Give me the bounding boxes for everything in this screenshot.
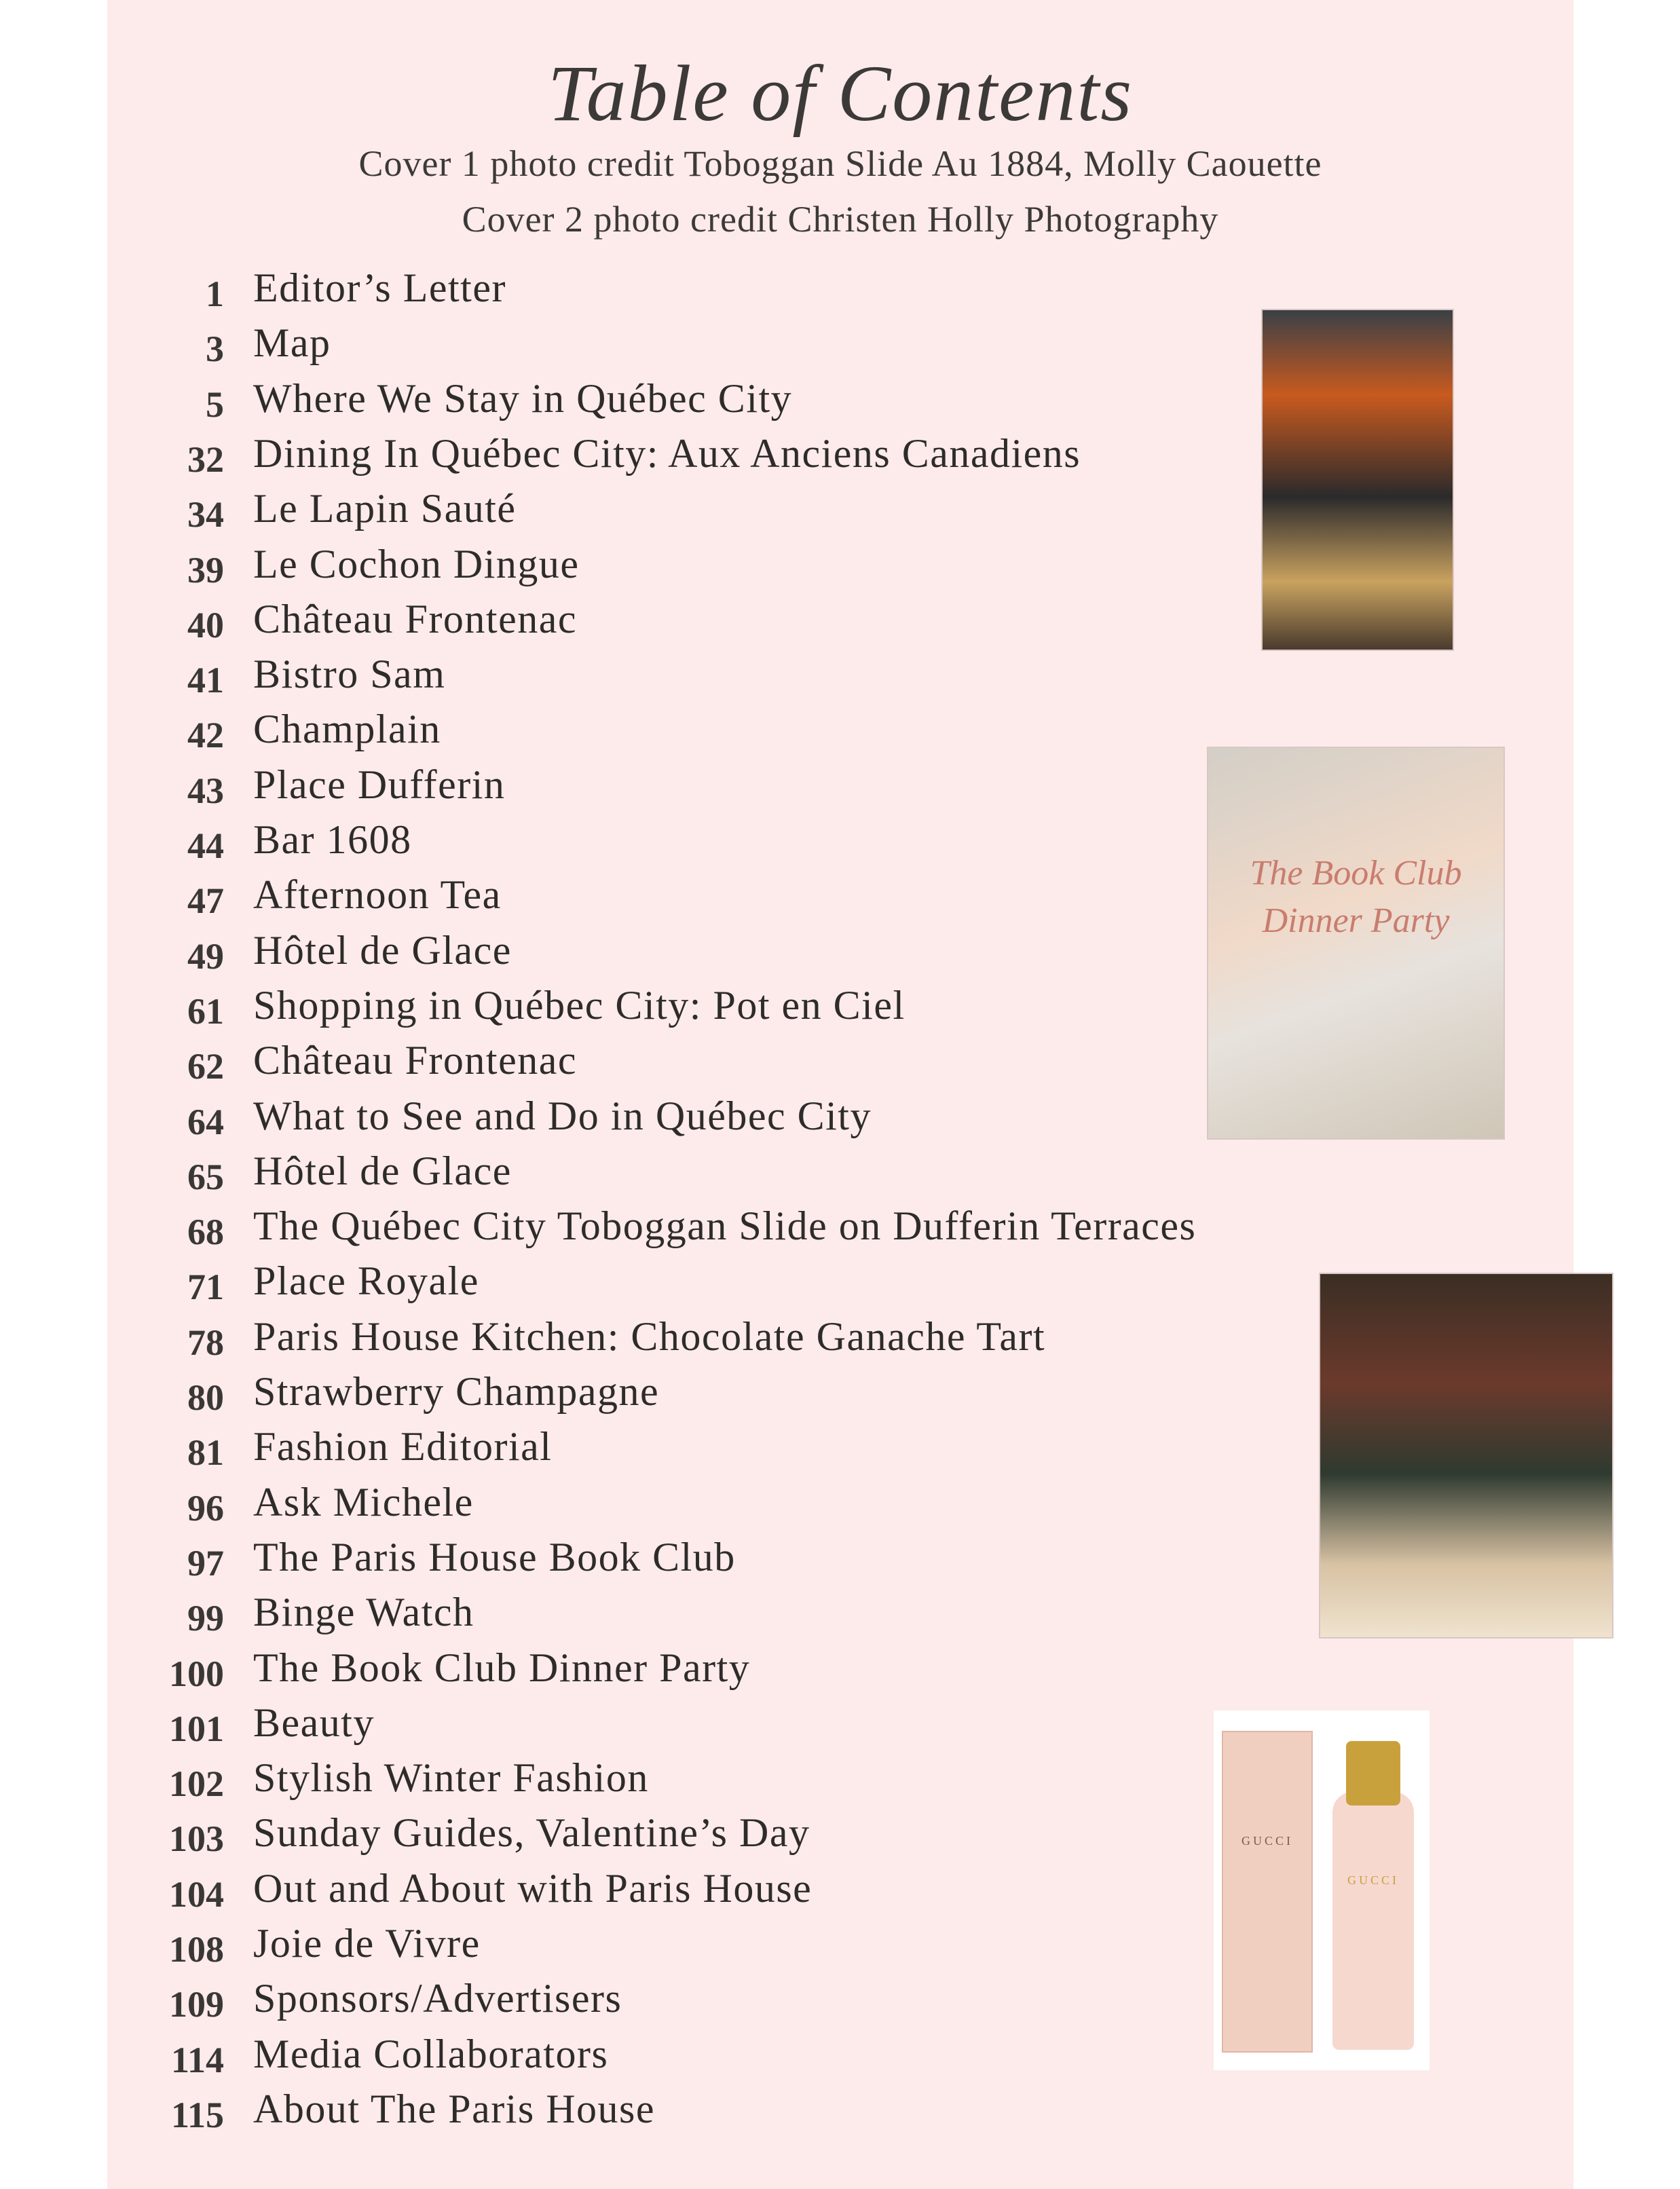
toc-entry-title: Afternoon Tea [253,872,502,918]
toc-entry-title: The Québec City Toboggan Slide on Dufferin Terraces [253,1203,1197,1249]
toc-entry-title: Place Royale [253,1258,479,1304]
cover-2-credit: Cover 2 photo credit Christen Holly Photography [462,199,1219,240]
toc-entry-title: Editor’s Letter [253,265,506,310]
toc-page-number: 80 [187,1377,224,1418]
toc-entry-title: Hôtel de Glace [253,927,512,973]
toc-entry-title: Joie de Vivre [253,1921,481,1966]
toc-entry-title: Ask Michele [253,1479,474,1524]
toc-page-number: 71 [187,1267,224,1308]
toc-page-number: 47 [187,880,224,922]
toc-page-number: 104 [169,1873,224,1915]
toc-page-number: 101 [169,1708,224,1749]
page-title: Table of Contents [547,49,1134,138]
toc-page-number: 43 [187,770,224,811]
toc-page-number: 114 [170,2039,224,2080]
toc-page-number: 64 [187,1101,224,1142]
toc-page-number: 5 [206,383,224,425]
toc-entry-title: Le Cochon Dingue [253,541,580,586]
toc-entry-title: Château Frontenac [253,1038,577,1083]
toc-entry-title: Fashion Editorial [253,1424,553,1470]
page [107,0,1573,2189]
toc-entry-title: The Book Club Dinner Party [253,1645,751,1690]
bar-cocktail-photo [1319,1273,1613,1639]
toc-entry-title: Sunday Guides, Valentine’s Day [253,1810,810,1856]
toc-page-number: 61 [187,990,224,1032]
toc-page-number: 97 [187,1542,224,1584]
cover-1-credit: Cover 1 photo credit Toboggan Slide Au 1884, Molly Caouette [358,143,1322,184]
toc-page-number: 108 [169,1929,224,1970]
woman-in-hat-photo [1261,309,1454,651]
toc-entry-title: About The Paris House [253,2086,656,2131]
toc-page-number: 115 [170,2094,224,2135]
toc-entry-title: Champlain [253,707,441,752]
toc-entry-title: Sponsors/Advertisers [253,1976,622,2021]
toc-page-number: 102 [169,1763,224,1805]
toc-page-number: 68 [187,1212,224,1253]
bottle-brand-text: GUCCI [1347,1873,1399,1887]
toc-entry-title: Bistro Sam [253,652,446,697]
toc-page-number: 65 [187,1156,224,1197]
gucci-product-photo [1214,1710,1430,2070]
toc-page-number: 78 [187,1322,224,1363]
toc-page-number: 49 [187,935,224,977]
toc-entry-title: Shopping in Québec City: Pot en Ciel [253,982,906,1028]
toc-entry-title: Château Frontenac [253,596,577,641]
toc-page-number: 103 [169,1818,224,1860]
toc-page-number: 109 [169,1984,224,2025]
toc-entry-title: Beauty [253,1700,375,1745]
toc-entry-title: The Paris House Book Club [253,1534,736,1579]
toc-entry-title: Place Dufferin [253,762,506,807]
toc-page-number: 32 [187,438,224,480]
toc-entry-title: What to See and Do in Québec City [253,1093,872,1138]
product-box [1222,1731,1313,2053]
toc-entry-title: Strawberry Champagne [253,1369,660,1414]
toc-entry-title: Map [253,320,331,366]
book-club-graphic-label: The Book Club Dinner Party [1250,854,1462,940]
toc-page-number: 34 [187,494,224,536]
toc-page-number: 81 [187,1432,224,1474]
toc-entry-title: Out and About with Paris House [253,1865,813,1911]
toc-page-number: 1 [206,274,224,314]
toc-page-number: 42 [187,715,224,756]
toc-entry-title: Paris House Kitchen: Chocolate Ganache Tart [253,1313,1046,1359]
toc-entry-title: Stylish Winter Fashion [253,1755,649,1801]
toc-page-number: 40 [187,604,224,646]
toc-page-number: 96 [187,1487,224,1529]
toc-page-number: 99 [187,1598,224,1639]
toc-page-number: 41 [187,660,224,701]
product-bottle [1332,1792,1414,2050]
toc-page-number: 44 [187,825,224,866]
book-club-collage [1207,747,1505,1140]
box-brand-text: GUCCI [1241,1834,1293,1848]
toc-entry-title: Media Collaborators [253,2031,609,2076]
toc-page-number: 100 [169,1653,224,1694]
toc-entry-title: Le Lapin Sauté [253,486,517,531]
toc-page-number: 3 [206,329,224,370]
toc-entry-title: Bar 1608 [253,817,412,862]
toc-entry-title: Where We Stay in Québec City [253,375,793,421]
toc-page-number: 39 [187,549,224,591]
toc-page-number: 62 [187,1046,224,1087]
toc-entry-title: Binge Watch [253,1590,474,1635]
bottle-cap [1346,1741,1400,1806]
toc-entry-title: Dining In Québec City: Aux Anciens Canadiens [253,430,1081,476]
toc-entry-title: Hôtel de Glace [253,1148,512,1193]
